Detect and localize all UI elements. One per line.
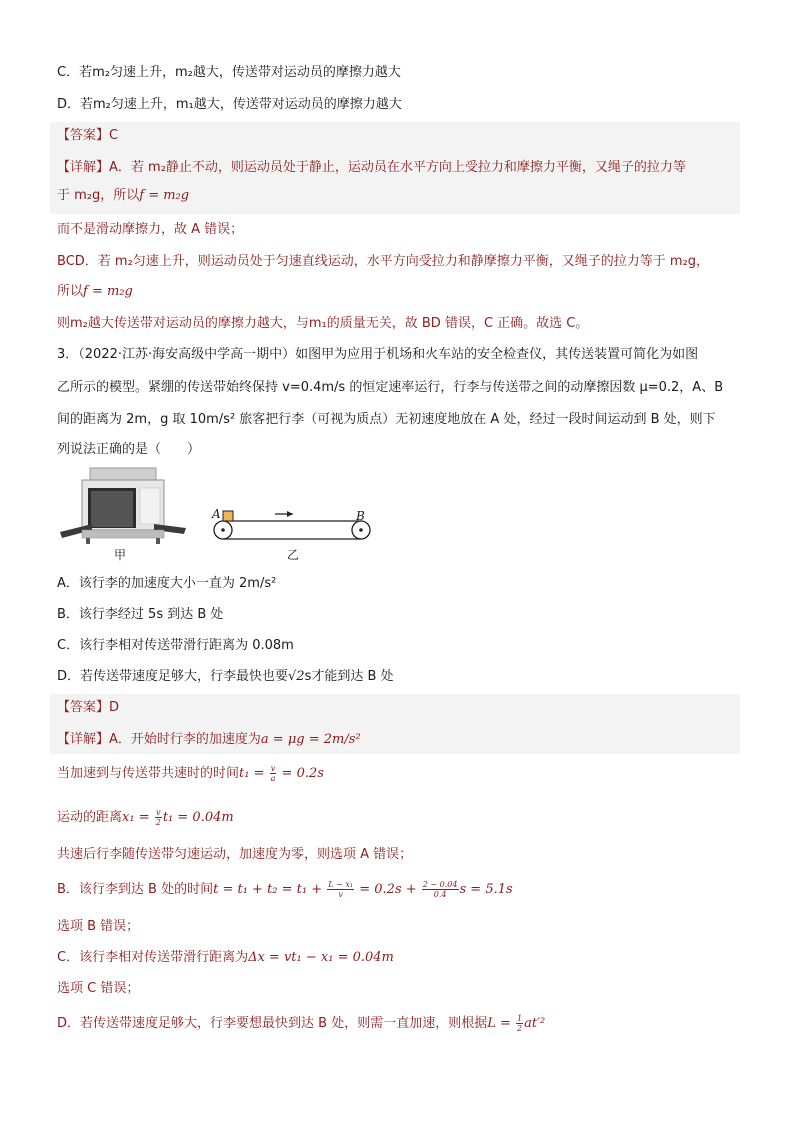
formula: Δx = vt₁ − x₁ = 0.04m	[248, 950, 394, 965]
detail-2-part-c: C．该行李相对传送带滑行距离为Δx = vt₁ − x₁ = 0.04m	[57, 950, 394, 965]
fraction: $\frac{1}{2}$	[517, 1014, 523, 1033]
formula: f = m₂g	[83, 284, 133, 299]
fraction: $\frac{v}{a}$	[270, 764, 276, 783]
point-b-label: B	[356, 509, 365, 523]
answer-label: 【答案】	[57, 700, 110, 715]
detail-1-line-2: 于 m₂g，所以f = m₂g	[57, 188, 190, 203]
sqrt-2: √2	[288, 669, 305, 684]
detail-1-line-4: BCD．若 m₂匀速上升，则运动员处于匀速直线运动，水平方向受拉力和静摩擦力平衡，又绳子的拉力等于 m₂g，	[57, 254, 710, 269]
detail-1-line-5: 所以f = m₂g	[57, 284, 133, 299]
answer-1	[57, 126, 118, 146]
question-3-line-3: 间的距离为 2m，g 取 10m/s² 旅客把行李（可视为质点）无初速度地放在 A 处，经过一段时间运动到 B 处，则下	[57, 412, 716, 427]
question-3-line-4: 列说法正确的是（ ）	[57, 442, 201, 457]
option-c-previous: C．若m₂匀速上升，m₂越大，传送带对运动员的摩擦力越大	[57, 65, 401, 80]
answer-value: D	[109, 700, 120, 715]
option-d: D．若传送带速度足够大，行李最快也要√2s才能到达 B 处	[57, 669, 394, 684]
option-b: B．该行李经过 5s 到达 B 处	[57, 607, 224, 622]
fraction: $\frac{2 - 0.04}{0.4}$	[422, 880, 458, 899]
answer-value: C	[109, 128, 119, 143]
answer-2	[57, 698, 119, 718]
question-3-line-1: 3．（2022·江苏·海安高级中学高一期中）如图甲为应用于机场和火车站的安全检查仪，其传送装置可简化为如图	[57, 347, 699, 362]
question-3-line-2: 乙所示的模型。紧绷的传送带始终保持 v=0.4m/s 的恒定速率运行，行李与传送带之间的动摩擦因数 μ=0.2，A、B	[57, 380, 724, 395]
fraction: $\frac{v}{2}$	[155, 808, 161, 827]
detail-1-line-3: 而不是滑动摩擦力，故 A 错误；	[57, 222, 244, 237]
option-d-previous: D．若m₂匀速上升，m₁越大，传送带对运动员的摩擦力越大	[57, 97, 402, 112]
detail-1-line-6: 则m₂越大传送带对运动员的摩擦力越大，与m₁的质量无关，故 BD 错误，C 正确。故选 C。	[57, 316, 589, 331]
detail-2-t1: 当加速到与传送带共速时的时间t₁ = $\frac{v}{a}$ = 0.2s	[57, 764, 324, 783]
answer-label: 【答案】	[57, 128, 110, 143]
detail-2-after: 共速后行李随传送带匀速运动，加速度为零，则选项 A 错误；	[57, 847, 413, 862]
detail-2-part-a: 【详解】A．开始时行李的加速度为a = μg = 2m/s²	[57, 732, 361, 747]
option-a: A．该行李的加速度大小一直为 2m/s²	[57, 576, 277, 591]
point-a-label: A	[212, 507, 221, 521]
detail-label: 【详解】	[57, 732, 110, 747]
detail-2-x1: 运动的距离x₁ = $\frac{v}{2}$ t₁ = 0.04m	[57, 808, 234, 827]
conveyor-diagram	[205, 498, 375, 544]
security-scanner-figure	[58, 466, 188, 550]
detail-2-b-wrong: 选项 B 错误；	[57, 919, 140, 934]
formula: f = m₂g	[139, 188, 190, 203]
detail-2-c-wrong: 选项 C 错误；	[57, 981, 140, 996]
fraction: $\frac{\text{L − x₁}}{v}$	[328, 880, 354, 899]
figure-label-jia: 甲	[114, 548, 127, 562]
detail-2-part-b: B．该行李到达 B 处的时间t = t₁ + t₂ = t₁ + $\frac{\text{L − x₁}}{v}$ = 0.2s + $\frac{2 - 0.04}{0.4}$ s = 5.1s	[57, 880, 513, 899]
figure-label-yi: 乙	[287, 548, 300, 562]
detail-label: 【详解】	[57, 160, 110, 175]
option-c: C．该行李相对传送带滑行距离为 0.08m	[57, 638, 294, 653]
formula: a = μg = 2m/s²	[260, 732, 361, 747]
detail-2-part-d: D．若传送带速度足够大，行李要想最快到达 B 处，则需一直加速，则根据L = $\frac{1}{2}$ at′²	[57, 1014, 546, 1033]
detail-1-line-1: 【详解】A．若 m₂静止不动，则运动员处于静止，运动员在水平方向上受拉力和摩擦力平衡，又绳子的拉力等	[57, 160, 686, 175]
